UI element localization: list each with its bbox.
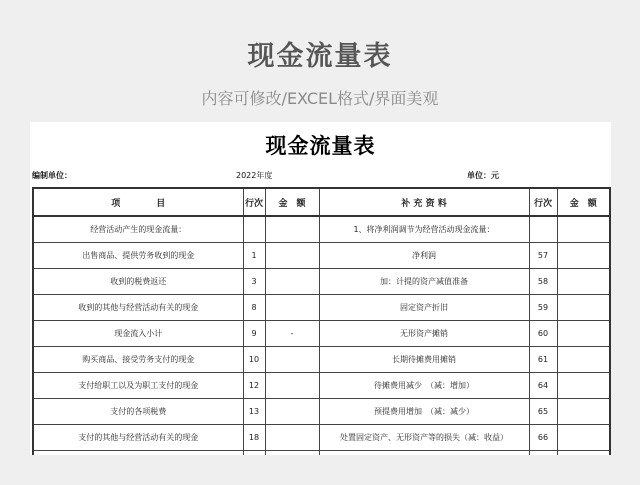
cell-supplement-item[interactable]: 1、将净利润调节为经营活动现金流量： bbox=[319, 216, 529, 243]
cell-amount[interactable] bbox=[265, 347, 319, 373]
cell-supplement-item[interactable]: 无形资产摊销 bbox=[319, 321, 529, 347]
table-row bbox=[33, 216, 610, 243]
cell-item[interactable] bbox=[33, 451, 243, 456]
cell-supplement-item[interactable]: 固定资产折旧 bbox=[319, 295, 529, 321]
cell-supplement-amount[interactable] bbox=[557, 295, 610, 321]
table-row bbox=[33, 295, 610, 321]
cell-supplement-amount[interactable] bbox=[557, 399, 610, 425]
table-row bbox=[33, 373, 610, 399]
cell-item[interactable]: 支付的各项税费 bbox=[33, 399, 243, 425]
cell-supplement-amount[interactable] bbox=[557, 269, 610, 295]
cell-item[interactable]: 现金流入小计 bbox=[33, 321, 243, 347]
cell-amount[interactable] bbox=[265, 295, 319, 321]
cell-amount[interactable]: - bbox=[265, 321, 319, 347]
cell-supplement-line-no[interactable]: 66 bbox=[529, 425, 557, 451]
cell-supplement-line-no[interactable]: 60 bbox=[529, 321, 557, 347]
cell-supplement-amount[interactable] bbox=[557, 373, 610, 399]
cell-item[interactable]: 收到的其他与经营活动有关的现金 bbox=[33, 295, 243, 321]
table-row bbox=[33, 347, 610, 373]
cell-line-no[interactable]: 10 bbox=[243, 347, 265, 373]
cell-supplement-amount[interactable] bbox=[557, 425, 610, 451]
cell-supplement-line-no[interactable]: 64 bbox=[529, 373, 557, 399]
cell-supplement-line-no[interactable] bbox=[529, 451, 557, 456]
cell-supplement-amount[interactable] bbox=[557, 451, 610, 456]
cell-supplement-line-no[interactable]: 61 bbox=[529, 347, 557, 373]
banner-title: 现金流量表 bbox=[247, 41, 393, 72]
cell-line-no[interactable] bbox=[243, 216, 265, 243]
cash-flow-table bbox=[32, 187, 611, 455]
cell-amount[interactable] bbox=[265, 425, 319, 451]
cell-line-no[interactable]: 1 bbox=[243, 243, 265, 269]
header-supplement-item: 补 充 资 料 bbox=[319, 188, 529, 216]
cell-supplement-item[interactable]: 长期待摊费用摊销 bbox=[319, 347, 529, 373]
currency-unit: 单位：元 bbox=[467, 171, 499, 180]
table-header-row bbox=[33, 188, 610, 216]
cell-amount[interactable] bbox=[265, 269, 319, 295]
cell-item[interactable]: 出售商品、提供劳务收到的现金 bbox=[33, 243, 243, 269]
cell-supplement-line-no[interactable]: 59 bbox=[529, 295, 557, 321]
cell-amount[interactable] bbox=[265, 373, 319, 399]
cell-amount[interactable] bbox=[265, 216, 319, 243]
table-row bbox=[33, 269, 610, 295]
cell-supplement-line-no[interactable]: 65 bbox=[529, 399, 557, 425]
cell-supplement-line-no[interactable]: 57 bbox=[529, 243, 557, 269]
cell-supplement-item[interactable]: 待摊费用减少 （减：增加） bbox=[319, 373, 529, 399]
header-line-no: 行次 bbox=[243, 188, 265, 216]
header-supplement-line-no: 行次 bbox=[529, 188, 557, 216]
header-amount: 金 额 bbox=[265, 188, 319, 216]
cell-item[interactable]: 支付的其他与经营活动有关的现金 bbox=[33, 425, 243, 451]
table-row bbox=[33, 321, 610, 347]
table-row bbox=[33, 451, 610, 456]
cell-amount[interactable] bbox=[265, 243, 319, 269]
cell-supplement-amount[interactable] bbox=[557, 321, 610, 347]
cell-supplement-line-no[interactable]: 58 bbox=[529, 269, 557, 295]
cell-supplement-item[interactable]: 加：计提的资产减值准备 bbox=[319, 269, 529, 295]
cell-item[interactable]: 购买商品、接受劳务支付的现金 bbox=[33, 347, 243, 373]
cell-supplement-line-no[interactable] bbox=[529, 216, 557, 243]
cell-supplement-item[interactable]: 净利润 bbox=[319, 243, 529, 269]
cell-supplement-item[interactable]: 预提费用增加 （减：减少） bbox=[319, 399, 529, 425]
cell-item[interactable]: 支付给职工以及为职工支付的现金 bbox=[33, 373, 243, 399]
table-row bbox=[33, 425, 610, 451]
cell-line-no[interactable]: 12 bbox=[243, 373, 265, 399]
sheet-title: 现金流量表 bbox=[265, 134, 376, 158]
cell-line-no[interactable]: 13 bbox=[243, 399, 265, 425]
fiscal-year: 2022年度 bbox=[236, 171, 273, 180]
cell-line-no[interactable] bbox=[243, 451, 265, 456]
compiling-unit-label: 编制单位： bbox=[32, 171, 72, 180]
cell-supplement-amount[interactable] bbox=[557, 243, 610, 269]
cell-amount[interactable] bbox=[265, 399, 319, 425]
spreadsheet bbox=[30, 122, 611, 455]
header-supplement-amount: 金 额 bbox=[557, 188, 610, 216]
cell-supplement-amount[interactable] bbox=[557, 216, 610, 243]
cell-supplement-item[interactable] bbox=[319, 451, 529, 456]
cell-supplement-amount[interactable] bbox=[557, 347, 610, 373]
cell-line-no[interactable]: 8 bbox=[243, 295, 265, 321]
cell-item[interactable]: 收到的税费返还 bbox=[33, 269, 243, 295]
cell-amount[interactable] bbox=[265, 451, 319, 456]
cell-line-no[interactable]: 3 bbox=[243, 269, 265, 295]
table-row bbox=[33, 399, 610, 425]
header-item: 项 目 bbox=[33, 188, 243, 216]
table-row bbox=[33, 243, 610, 269]
cell-supplement-item[interactable]: 处置固定资产、无形资产等的损失（减：收益） bbox=[319, 425, 529, 451]
cell-item[interactable]: 经营活动产生的现金流量： bbox=[33, 216, 243, 243]
cell-line-no[interactable]: 18 bbox=[243, 425, 265, 451]
banner-subtitle: 内容可修改/EXCEL格式/界面美观 bbox=[201, 89, 439, 108]
cell-line-no[interactable]: 9 bbox=[243, 321, 265, 347]
